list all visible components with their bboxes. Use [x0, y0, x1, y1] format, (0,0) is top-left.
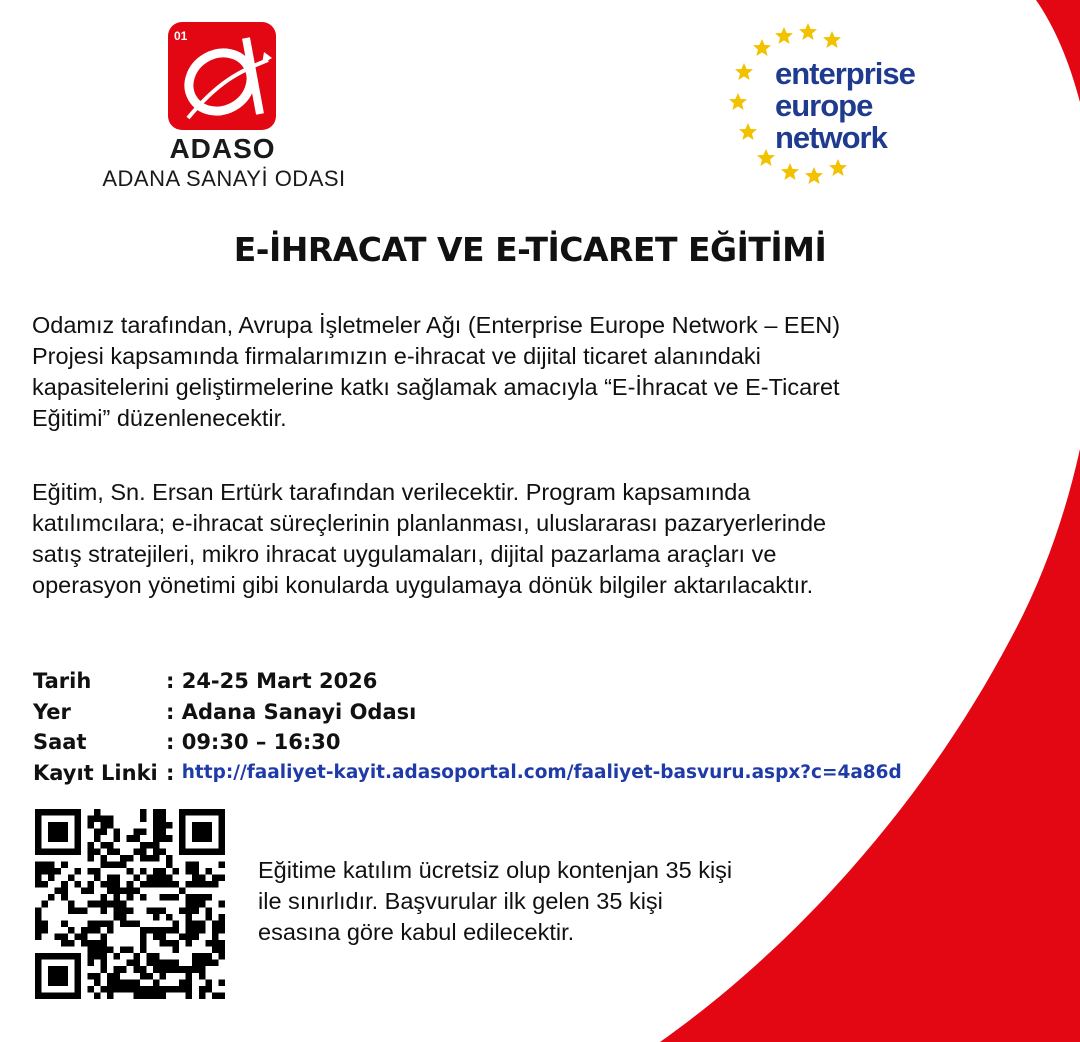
time-label: Saat: [33, 730, 87, 754]
registration-separator: :: [166, 760, 182, 785]
place-row: [33, 697, 902, 728]
registration-link[interactable]: http://faaliyet-kayit.adasoportal.com/faaliyet-basvuru.aspx?c=4a86d: [181, 761, 902, 783]
date-value: : 24-25 Mart 2026: [166, 669, 378, 693]
text-line: esasına göre kabul edilecektir.: [258, 919, 575, 945]
participation-note: [258, 855, 732, 948]
text-line: Projesi kapsamında firmalarımızın e-ihracat ve dijital ticaret alanındaki: [32, 343, 761, 369]
adaso-subtitle: ADANA SANAYİ ODASI: [102, 166, 346, 191]
registration-row: [33, 758, 902, 789]
time-value: : 09:30 – 16:30: [166, 730, 341, 754]
qr-code-icon[interactable]: [35, 809, 225, 999]
text-line: Eğitime katılım ücretsiz olup kontenjan 35 kişi: [258, 857, 733, 883]
registration-label: Kayıt Linki: [33, 760, 158, 785]
text-line: ile sınırlıdır. Başvurular ilk gelen 35 kişi: [258, 888, 663, 914]
text-line: Odamız tarafından, Avrupa İşletmeler Ağı (Enterprise Europe Network – EEN): [32, 312, 841, 338]
text-line: Eğitimi” düzenlenecektir.: [32, 405, 287, 431]
een-line-3: network: [775, 120, 887, 155]
adaso-logo-icon: [168, 22, 276, 130]
adaso-logo-number: 01: [174, 29, 188, 43]
text-line: Eğitim, Sn. Ersan Ertürk tarafından verilecektir. Program kapsamında: [32, 479, 751, 505]
program-paragraph: [32, 477, 1032, 601]
een-line-1: enterprise: [775, 56, 915, 91]
intro-paragraph: [32, 310, 1032, 434]
text-line: kapasitelerini geliştirmelerine katkı sağlamak amacıyla “E-İhracat ve E-Ticaret: [32, 374, 840, 400]
time-row: [33, 727, 902, 758]
place-value: : Adana Sanayi Odası: [166, 699, 417, 724]
adaso-name: ADASO: [169, 133, 276, 164]
event-info: [33, 666, 902, 788]
text-line: katılımcılara; e-ihracat süreçlerinin planlanması, uluslararası pazaryerlerinde: [32, 510, 827, 536]
date-row: [33, 666, 902, 697]
date-label: Tarih: [33, 669, 92, 693]
text-line: operasyon yönetimi gibi konularda uygulamaya dönük bilgiler aktarılacaktır.: [32, 572, 814, 598]
page-title: E-İHRACAT VE E-TİCARET EĞİTİMİ: [233, 230, 827, 269]
text-line: satış stratejileri, mikro ihracat uygulamaları, dijital pazarlama araçları ve: [32, 541, 777, 567]
een-line-2: europe: [775, 88, 873, 123]
place-label: Yer: [33, 699, 71, 724]
een-logo-text: [775, 58, 915, 154]
